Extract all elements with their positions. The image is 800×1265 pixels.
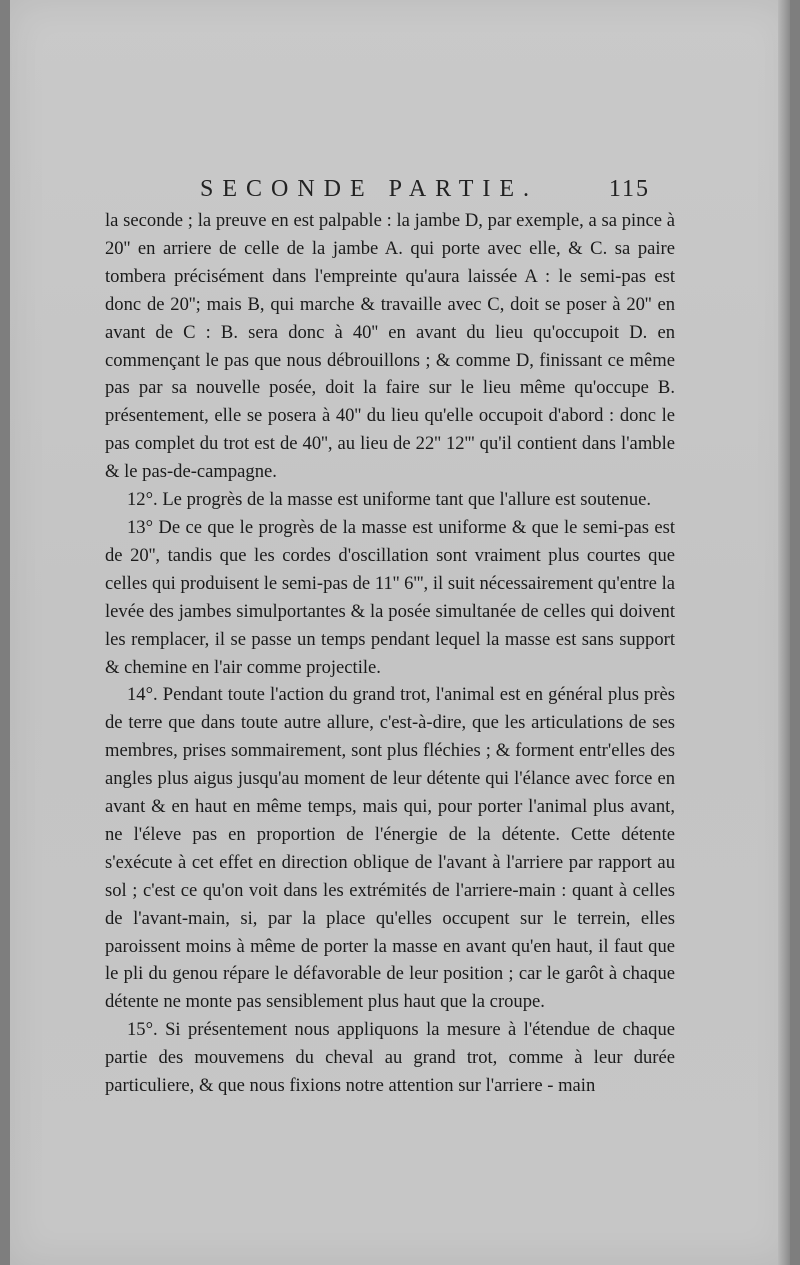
paragraph-13: 13° De ce que le progrès de la masse est uniforme & que le semi-pas est de 20'', tandis que les cordes d'oscillation sont vraiment plus courtes que celles qui produisent le semi-pas de 11'' 6''', il suit nécessairement qu'entre la levée des jambes simulportantes & la posée simultanée de celles qui doivent les remplacer, il se passe un temps pendant lequel la masse est sans support & chemine en l'air comme projectile. (105, 516, 675, 678)
book-page (10, 0, 790, 1265)
paragraph-12: 12°. Le progrès de la masse est uniforme tant que l'allure est soutenue. (127, 489, 652, 511)
page-number: 115 (608, 176, 650, 202)
body-text (105, 207, 675, 1100)
page-edge (778, 0, 790, 1265)
paragraph-continuation: la seconde ; la preuve en est palpable : la jambe D, par exemple, a sa pince à 20'' en arriere de celle de la jambe A. qui porte avec elle, & C. sa paire tombera précisément dans l'empreinte qu'aura laissée A : le semi-pas est donc de 20''; mais B, qui marche & travaille avec C, doit se poser à 20'' en avant de C : B. sera donc à 40'' en avant du lieu qu'occupoit D. en commençant le pas que nous débrouillons ; & comme D, finissant ce même pas par sa nouvelle posée, doit la faire sur le lieu même qu'occupe B. présentement, elle se posera à 40'' du lieu qu'elle occupoit d'abord : donc le pas complet du trot est de 40'', au lieu de 22'' 12''' qu'il contient dans l'amble & le pas-de-campagne. (105, 210, 675, 483)
paragraph-14: 14°. Pendant toute l'action du grand trot, l'animal est en général plus près de terre que dans toute autre allure, c'est-à-dire, que les articulations de ses membres, prises sommairement, sont plus fléchies ; & forment entr'elles des angles plus aigus jusqu'au moment de leur détente qui l'élance avec force en avant & en haut en même temps, mais qui, pour porter l'animal plus avant, ne l'éleve pas en proportion de l'énergie de la détente. Cette détente s'exécute à cet effet en direction oblique de l'avant à l'arriere par rapport au sol ; c'est ce qu'on voit dans les extrémités de l'arriere-main : quant à celles de l'avant-main, si, par la place qu'elles occupent sur le terrein, elles paroissent moins à même de porter la masse en avant qu'en haut, il faut que le pli du genou répare le défavorable de leur position ; car le garôt à chaque détente ne monte pas sensiblement plus haut que la croupe. (105, 684, 675, 1013)
paragraph-15: 15°. Si présentement nous appliquons la mesure à l'étendue de chaque partie des mouvemens du cheval au grand trot, comme à leur durée particuliere, & que nous fixions notre attention sur l'arriere - main (105, 1019, 675, 1097)
running-title: SECONDE PARTIE. (200, 176, 539, 202)
running-header (200, 176, 650, 210)
